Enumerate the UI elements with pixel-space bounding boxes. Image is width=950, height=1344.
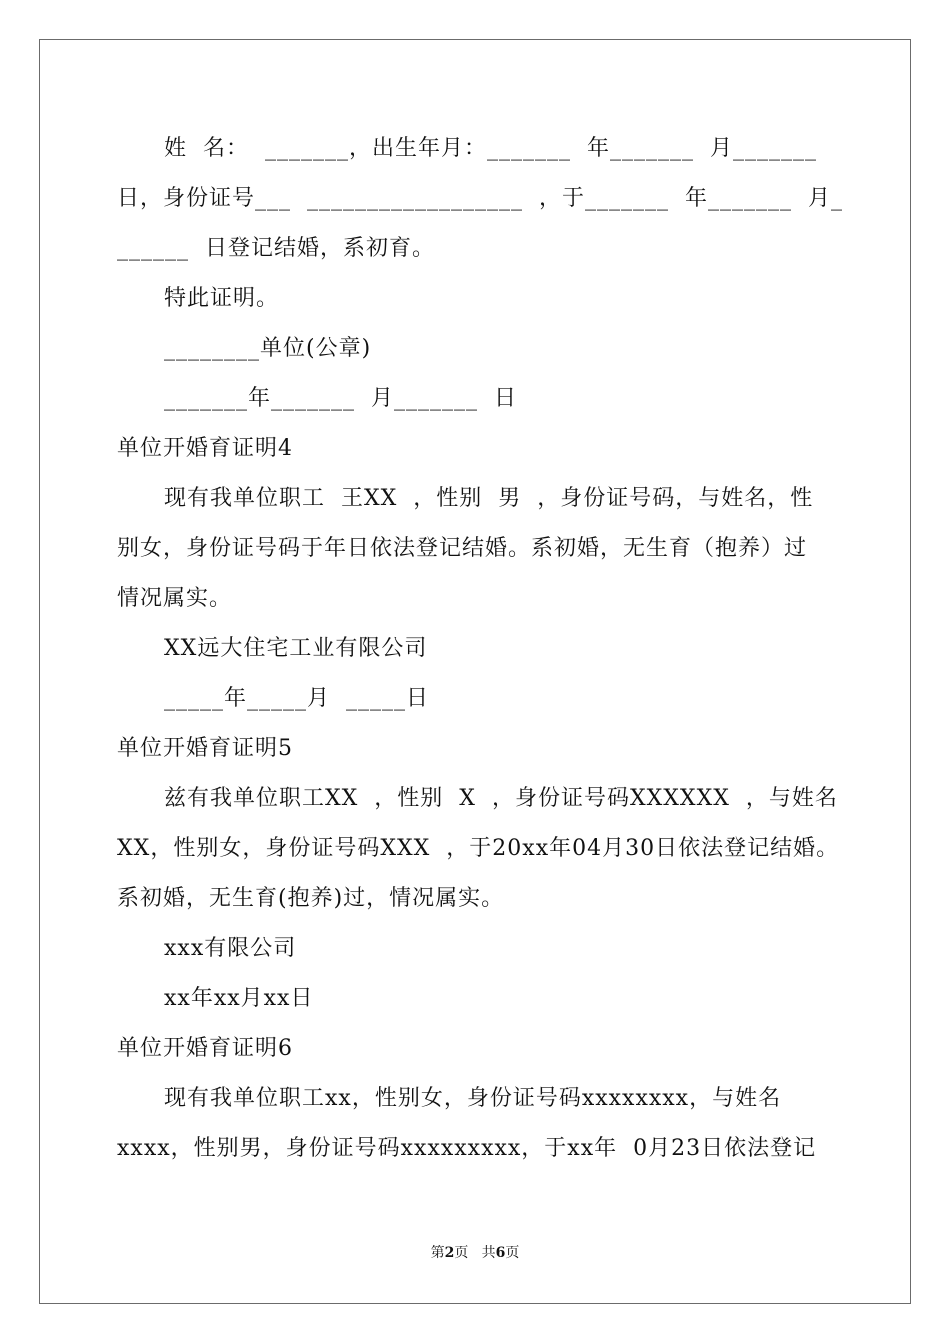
text-line: xxx有限公司 — [164, 936, 297, 961]
section-heading: 单位开婚育证明6 — [117, 1036, 293, 1061]
page-border — [39, 39, 911, 1304]
footer-prefix: 第 — [430, 1245, 445, 1261]
text-line: 别女，身份证号码于年日依法登记结婚。系初婚，无生育（抱养）过 — [117, 536, 808, 561]
text-line: XX远大住宅工业有限公司 — [164, 636, 428, 661]
text-line: XX，性别女，身份证号码XXX ，于20xx年04月30日依法登记结婚。 — [117, 836, 840, 861]
footer-page-word: 页 — [454, 1245, 469, 1261]
text-line: 特此证明。 — [164, 286, 280, 311]
text-line: 系初婚，无生育(抱养)过，情况属实。 — [117, 886, 505, 911]
total-pages-number: 6 — [495, 1245, 506, 1261]
text-line: _______年_______ 月_______ 日 — [164, 386, 517, 411]
text-line: _____年_____月 _____日 — [164, 686, 429, 711]
text-line: 姓 名： _______，出生年月：_______ 年_______ 月_______ — [164, 136, 817, 161]
text-line: xx年xx月xx日 — [164, 986, 314, 1011]
section-heading: 单位开婚育证明5 — [117, 736, 293, 761]
text-line: 日，身份证号___ __________________ ，于_______ 年_______ 月_ — [117, 186, 843, 211]
text-line: 现有我单位职工 王XX ，性别 男 ，身份证号码，与姓名，性 — [164, 486, 814, 511]
section-heading: 单位开婚育证明4 — [117, 436, 293, 461]
text-line: 现有我单位职工xx，性别女，身份证号码xxxxxxxx，与姓名 — [164, 1086, 782, 1111]
text-line: 情况属实。 — [117, 586, 233, 611]
current-page-number: 2 — [444, 1245, 455, 1261]
page-footer — [0, 1244, 950, 1262]
text-line: xxxx，性别男，身份证号码xxxxxxxxx，于xx年 0月23日依法登记 — [117, 1136, 817, 1161]
footer-total-suffix: 页 — [505, 1245, 520, 1261]
footer-total-prefix: 共 — [481, 1245, 496, 1261]
text-line: ______ 日登记结婚，系初育。 — [117, 236, 435, 261]
text-line: ________单位(公章) — [164, 336, 372, 361]
text-line: 兹有我单位职工XX ，性别 X ，身份证号码XXXXXX ，与姓名 — [164, 786, 838, 811]
